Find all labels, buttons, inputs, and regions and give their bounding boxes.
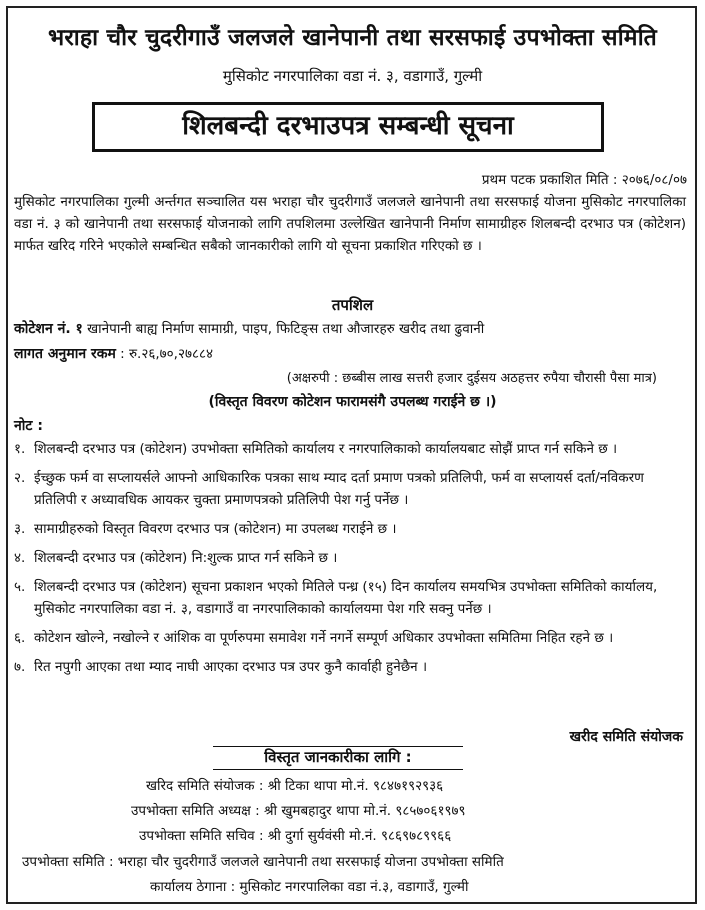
intro-text: मुसिकोट नगरपालिका गुल्मी अर्न्तगत सञ्चालित यस भराहा चौर चुदरीगाउँ जलजले खानेपानी तथा सरसफाई योजना मुसिकोट नगरपालिका वडा नं. ३ को खानेपानी तथा सरसफाई योजनाको लागि तपशिलमा उल्लेखित खानेपानी निर्माण सामाग्रीहरु शिलबन्दी दरभाउ पत्र (कोटेशन) मार्फत खरिद गरिने भएकोले सम्बन्धित सबैको जानकारीको लागि यो सूचना प्रकाशित गरिएको छ । — [14, 194, 686, 254]
committee-value: भराहा चौर चुदरीगाउँ जलजले खानेपानी तथा सरसफाई योजना उपभोक्ता समिति — [117, 854, 504, 870]
note-number: ३. — [14, 521, 26, 537]
note-item — [14, 438, 686, 460]
intro-paragraph — [14, 191, 686, 257]
signer-title: खरीद समिति संयोजक — [569, 729, 683, 745]
note-number: ४. — [14, 550, 26, 566]
publish-date-line — [482, 170, 687, 188]
note-number: ६. — [14, 630, 26, 646]
note-text: ईच्छुक फर्म वा सप्लायर्सले आफ्नो आधिकारिक पत्रका साथ म्याद दर्ता प्रमाण पत्रको प्रतिलिपी, फर्म वा सप्लायर्स दर्ता/नविकरण प्रतिलिपी र अध्यावधिक आयकर चुक्ता प्रमाणपत्रको प्रतिलिपी पेश गर्नु पर्नेछ । — [34, 470, 644, 508]
quotation-line — [14, 319, 484, 338]
cost-value: : रु.२६,७०,२७८८४ — [120, 346, 214, 362]
note-text: शिलबन्दी दरभाउ पत्र (कोटेशन) उपभोक्ता समितिको कार्यालय र नगरपालिकाको कार्यालयबाट सोझैं प्राप्त गर्न सकिने छ । — [34, 441, 618, 457]
contact-value: श्री टिका थापा मो.नं. ९८४७१९२९३६ — [267, 778, 444, 794]
note-text: कोटेशन खोल्ने, नखोल्ने र आंशिक वा पूर्णरुपमा समावेश गर्ने नगर्ने सम्पूर्ण अधिकार उपभोक्ता समितिमा निहित रहने छ । — [34, 630, 614, 646]
details-note: (विस्तृत विवरण कोटेशन फारामसंगै उपलब्ध गराईने छ ।) — [208, 394, 497, 410]
committee-row — [22, 852, 504, 870]
tapashil-heading: तपशिल — [331, 296, 374, 314]
committee-label: उपभोक्ता समिति : — [22, 854, 114, 870]
note-item — [14, 467, 686, 511]
contact-row — [146, 776, 443, 794]
note-item — [14, 656, 686, 678]
office-value: मुसिकोट नगरपालिका वडा नं.३, वडागाउँ, गुल्मी — [239, 879, 469, 895]
contact-value: श्री दुर्गा सुर्यवंसी मो.नं. ९८६९७८९९६६ — [267, 828, 452, 844]
contact-heading: विस्तृत जानकारीका लागि : — [213, 746, 463, 770]
note-number: ५. — [14, 579, 26, 595]
notes-list — [14, 438, 686, 685]
note-number: २. — [14, 470, 26, 486]
note-text: सामाग्रीहरुको विस्तृत विवरण दरभाउ पत्र (कोटेशन) मा उपलब्ध गराईने छ । — [34, 521, 397, 537]
notes-label: नोट : — [14, 418, 43, 434]
note-text: शिलबन्दी दरभाउ पत्र (कोटेशन) नि:शुल्क प्राप्त गर्न सकिने छ । — [34, 550, 338, 566]
quotation-label: कोटेशन नं. १ — [14, 321, 83, 337]
note-number: १. — [14, 441, 26, 457]
contact-label: खरिद समिति संयोजक : — [146, 778, 264, 794]
contact-label: उपभोक्ता समिति अध्यक्ष : — [131, 803, 260, 819]
contact-label: उपभोक्ता समिति सचिव : — [139, 828, 264, 844]
publish-date: २०७६/०८/०७ — [621, 172, 687, 188]
org-address: मुसिकोट नगरपालिका वडा नं. ३, वडागाउँ, गुल्मी — [222, 67, 483, 85]
note-item — [14, 627, 686, 649]
note-item — [14, 576, 686, 620]
org-name: भराहा चौर चुदरीगाउँ जलजले खानेपानी तथा सरसफाई उपभोक्ता समिति — [48, 25, 657, 51]
cost-line — [14, 344, 213, 363]
office-label: कार्यालय ठेगाना : — [150, 879, 236, 895]
quotation-desc: खानेपानी बाह्य निर्माण सामाग्री, पाइप, फिटिङ्स तथा औजारहरु खरीद तथा ढुवानी — [87, 321, 485, 337]
note-item — [14, 547, 686, 569]
note-text: रित नपुगी आएका तथा म्याद नाघी आएका दरभाउ पत्र उपर कुनै कार्वाही हुनेछैन । — [34, 659, 428, 675]
contact-row — [139, 826, 451, 844]
note-text: शिलबन्दी दरभाउ पत्र (कोटेशन) सूचना प्रकाशन भएको मितिले पन्ध्र (१५) दिन कार्यालय समयभित्र उपभोक्ता समितिको कार्यालय, मुसिकोट नगरपालिका वडा नं. ३, वडागाउँ वा नगरपालिकाको कार्यालयमा पेश गरि सक्नु पर्नेछ । — [34, 579, 658, 617]
contact-value: श्री खुमबहादुर थापा मो.नं. ९८५७०६१९७९ — [264, 803, 466, 819]
cost-in-words: (अक्षरुपी : छब्बीस लाख सत्तरी हजार दुईसय अठहत्तर रुपैया चौरासी पैसा मात्र) — [286, 371, 657, 386]
office-address-row — [150, 877, 469, 895]
notice-title: शिलबन्दी दरभाउपत्र सम्बन्धी सूचना — [92, 102, 604, 152]
publish-date-label: प्रथम पटक प्रकाशित मिति : — [481, 172, 618, 188]
note-number: ७. — [14, 659, 26, 675]
contact-row — [131, 801, 466, 819]
cost-label: लागत अनुमान रकम — [14, 346, 116, 362]
note-item — [14, 518, 686, 540]
